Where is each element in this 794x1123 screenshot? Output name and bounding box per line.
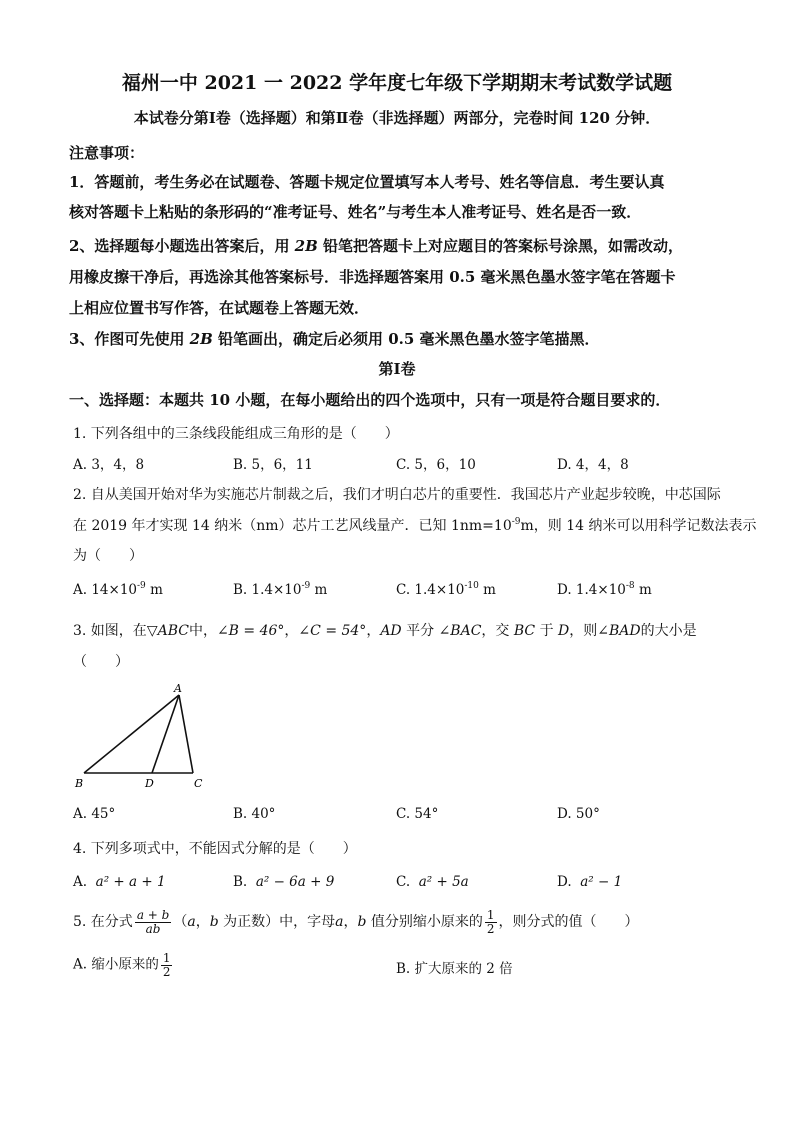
q2-d-pre: D. 1.4×10 [557, 582, 626, 598]
q3-option-a: A. 45° [73, 806, 116, 822]
q2-line-2 [73, 515, 757, 535]
q3-s5: 平分 [401, 623, 439, 639]
q5-a-frac [161, 952, 173, 978]
label-b: B [75, 777, 84, 790]
q5-half [485, 909, 497, 935]
q3-option-b: B. 40° [233, 806, 276, 822]
q2-c-exp: -10 [464, 581, 479, 591]
q5-var-a: a [187, 914, 196, 931]
notice-line-3c: 铅笔把答题卡上对应题目的答案标号涂黑，如需改动， [317, 237, 684, 255]
q2-b-unit: m [310, 582, 328, 598]
q4-d-expr: a² − 1 [580, 874, 623, 890]
pencil-grade-2: 2B [189, 330, 213, 348]
page-title: 福州一中 2021 一 2022 学年度七年级下学期期末考试数学试题 [121, 72, 673, 94]
q3-s8: ，则 [569, 623, 598, 639]
q5-var-a2: a [335, 914, 344, 931]
q3-triangle-figure [70, 680, 220, 795]
label-a: A [174, 682, 182, 695]
label-d: D [145, 777, 154, 790]
q3-angle-b: ∠B = 46° [216, 623, 285, 639]
q5-half-num: 1 [486, 908, 495, 922]
q2-option-d [557, 582, 652, 598]
q5-option-b: B. 扩大原来的 2 倍 [396, 961, 513, 977]
q2-a-pre: A. 14×10 [73, 582, 137, 598]
q5-fraction [135, 909, 172, 935]
notice-line-6a: 3、作图可先使用 [69, 330, 190, 348]
q4-c-expr: a² + 5a [418, 874, 469, 890]
q2-option-b [233, 582, 327, 598]
q2-d-exp: -8 [625, 581, 635, 591]
q4-option-d [557, 874, 622, 890]
q3-s7: 于 [535, 623, 559, 639]
q3-d: D [558, 623, 570, 639]
notice-line-5: 上相应位置书写作答，在试题卷上答题无效． [69, 299, 370, 317]
q3-bc: BC [513, 623, 536, 639]
q3-ad: AD [380, 623, 402, 639]
q4-a-label: A. [73, 874, 88, 890]
notice-line-1: 1．答题前，考生务必在试题卷、答题卡规定位置填写本人考号、姓名等信息．考生要认真 [69, 173, 665, 191]
q5-half-den: 2 [486, 921, 495, 936]
q1-option-c: C. 5，6，10 [396, 457, 476, 473]
notice-line-4: 用橡皮擦干净后，再选涂其他答案标号．非选择题答案用 0.5 毫米黑色墨水签字笔在答题卡 [69, 268, 676, 286]
notice-line-3 [69, 235, 683, 256]
q5-s3: ， [195, 914, 210, 931]
q3-stem [73, 620, 697, 640]
q2-option-c [396, 582, 496, 598]
q2-a-exp: -9 [137, 581, 146, 591]
q2-c-pre: C. 1.4×10 [396, 582, 465, 598]
q3-s2: 中， [188, 623, 217, 639]
q4-a-expr: a² + a + 1 [95, 874, 166, 890]
q1-option-b: B. 5，6，11 [233, 457, 313, 473]
q5-a-num: 1 [162, 951, 171, 965]
q4-option-c [396, 874, 469, 890]
q4-stem: 4. 下列多项式中，不能因式分解的是（ ） [73, 841, 357, 857]
q5-var-b2: b [357, 914, 367, 931]
q2-a-unit: m [145, 582, 163, 598]
q5-option-a [73, 952, 174, 978]
q2-line-2a: 在 2019 年才实现 14 纳米（nm）芯片工艺风线量产．已知 1nm=10 [73, 518, 512, 534]
q3-bac: ∠BAC [438, 623, 482, 639]
q2-line-2b: m，则 14 纳米可以用科学记数法表示 [520, 518, 757, 534]
q5-s2: （ [173, 914, 188, 931]
side-ac [179, 695, 193, 773]
q5-s7: ，则分式的值（ ） [498, 914, 639, 931]
q3-triangle: ▽ABC [146, 623, 189, 639]
q5-frac-den: ab [145, 921, 161, 936]
q2-d-unit: m [634, 582, 652, 598]
q4-c-label: C. [396, 874, 411, 890]
q3-option-c: C. 54° [396, 806, 439, 822]
notice-line-6 [69, 328, 600, 349]
q3-angle-c: ∠C = 54° [298, 623, 367, 639]
q5-s4: 为正数）中，字母 [218, 914, 336, 931]
q4-option-a [73, 874, 166, 890]
q2-b-exp: -9 [301, 581, 311, 591]
q2-line-1: 2. 自从美国开始对华为实施芯片制裁之后，我们才明白芯片的重要性．我国芯片产业起步较晚，中芯国际 [73, 487, 721, 503]
q5-var-b: b [209, 914, 219, 931]
q5-a-text: A. 缩小原来的 [73, 956, 159, 973]
q4-d-label: D. [557, 874, 572, 890]
notice-heading: 注意事项： [69, 144, 145, 162]
notice-line-6c: 铅笔画出，确定后必须用 0.5 毫米黑色墨水签字笔描黑． [212, 330, 600, 348]
label-c: C [194, 777, 203, 790]
q3-bad: ∠BAD [597, 623, 641, 639]
q5-s1: 5. 在分式 [73, 914, 133, 931]
q5-a-den: 2 [162, 964, 171, 979]
q2-c-unit: m [478, 582, 496, 598]
q1-option-a: A. 3，4，8 [73, 457, 145, 473]
q2-option-a [73, 582, 163, 598]
q4-b-label: B. [233, 874, 248, 890]
q3-s3: ， [284, 623, 299, 639]
q3-s6: ，交 [481, 623, 514, 639]
q2-line-3: 为（ ） [73, 548, 143, 564]
q2-exponent: -9 [511, 517, 521, 527]
q5-frac-num: a + b [136, 908, 170, 922]
notice-line-2: 核对答题卡上粘贴的条形码的“准考证号、姓名”与考生本人准考证号、姓名是否一致． [69, 203, 642, 221]
q3-paren: （ ） [73, 654, 129, 670]
q3-option-d: D. 50° [557, 806, 600, 822]
q3-s1: 3. 如图，在 [73, 623, 147, 639]
q3-s4: ， [366, 623, 381, 639]
q5-stem [73, 909, 639, 935]
pencil-grade: 2B [294, 237, 318, 255]
q2-b-pre: B. 1.4×10 [233, 582, 302, 598]
q3-s9: 的大小是 [640, 623, 697, 639]
q5-s6: 值分别缩小原来的 [366, 914, 483, 931]
q1-option-d: D. 4，4，8 [557, 457, 629, 473]
section-heading: 一、选择题：本题共 10 小题，在每小题给出的四个选项中，只有一项是符合题目要求的． [69, 391, 671, 409]
volume-label: 第Ⅰ卷 [378, 360, 416, 378]
q1-stem: 1. 下列各组中的三条线段能组成三角形的是（ ） [73, 426, 399, 442]
exam-subtitle: 本试卷分第Ⅰ卷（选择题）和第Ⅱ卷（非选择题）两部分，完卷时间 120 分钟． [133, 109, 661, 127]
notice-line-3a: 2、选择题每小题选出答案后，用 [69, 237, 295, 255]
q5-s5: ， [343, 914, 358, 931]
q4-b-expr: a² − 6a + 9 [255, 874, 335, 890]
q4-option-b [233, 874, 334, 890]
